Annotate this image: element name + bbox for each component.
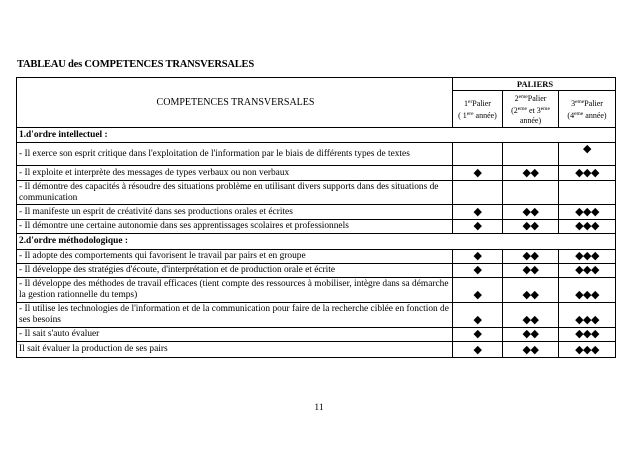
diamond-icon: ◆◆ — [522, 205, 539, 218]
diamond-icon: ◆◆◆ — [575, 249, 599, 262]
diamond-icon: ◆◆◆ — [575, 343, 599, 356]
diamond-icon: ◆◆◆ — [575, 327, 599, 340]
competence-text: - Il développe des méthodes de travail efficaces (tient compte des ressources à mobiliser, intègre dans sa démarche la gestion rationnelle du temps) — [17, 278, 453, 303]
competence-row — [17, 328, 616, 342]
palier-3-cell — [559, 342, 616, 358]
section-title-row — [17, 128, 616, 143]
palier-2-cell — [503, 342, 559, 358]
competence-row — [17, 143, 616, 166]
diamond-icon: ◆◆ — [522, 343, 539, 356]
diamond-icon: ◆◆ — [522, 327, 539, 340]
competence-text: - Il exerce son esprit critique dans l'exploitation de l'information par le biais de différents types de textes — [17, 143, 453, 166]
diamond-icon: ◆◆◆ — [575, 263, 599, 276]
palier-1-cell — [453, 250, 503, 264]
header-palier-2: 2emePalier (2eme et 3eme année) — [503, 91, 559, 128]
competence-text: - Il sait s'auto évaluer — [17, 328, 453, 342]
header-row-paliers — [17, 78, 616, 91]
competence-row — [17, 278, 616, 303]
section-title: 1.d'ordre intellectuel : — [17, 128, 616, 143]
palier-1-cell — [453, 264, 503, 278]
header-palier-1: 1erPalier ( 1ere année) — [453, 91, 503, 128]
diamond-icon: ◆◆◆ — [575, 205, 599, 218]
competence-text: - Il exploite et interprète des messages de types verbaux ou non verbaux — [17, 166, 453, 181]
competence-row — [17, 342, 616, 358]
diamond-icon: ◆ — [473, 288, 482, 301]
page-number: 11 — [314, 403, 324, 413]
palier-3-cell — [559, 303, 616, 328]
palier-3-cell — [559, 143, 616, 166]
palier-2-cell — [503, 220, 559, 234]
diamond-icon: ◆ — [473, 343, 482, 356]
section-intellectuel — [17, 128, 616, 234]
palier-1-cell — [453, 278, 503, 303]
palier-1-cell — [453, 328, 503, 342]
competence-row — [17, 250, 616, 264]
palier-2-cell — [503, 303, 559, 328]
palier-1-cell — [453, 205, 503, 220]
diamond-icon: ◆◆ — [522, 249, 539, 262]
diamond-icon: ◆◆◆ — [575, 219, 599, 232]
diamond-icon: ◆◆◆ — [575, 313, 599, 326]
competence-text: - Il utilise les technologies de l'information et de la communication pour faire de la recherche ciblée en fonction de ses besoins — [17, 303, 453, 328]
diamond-icon: ◆ — [473, 313, 482, 326]
diamond-icon: ◆◆◆ — [575, 288, 599, 301]
palier-2-cell — [503, 143, 559, 166]
palier-1-cell — [453, 220, 503, 234]
palier-3-cell — [559, 205, 616, 220]
competence-text: - Il manifeste un esprit de créativité dans ses productions orales et écrites — [17, 205, 453, 220]
palier-1-cell — [453, 342, 503, 358]
diamond-icon: ◆ — [473, 205, 482, 218]
diamond-icon: ◆ — [473, 263, 482, 276]
diamond-icon: ◆◆ — [522, 263, 539, 276]
diamond-icon: ◆ — [473, 166, 482, 179]
competence-text: - Il démontre des capacités à résoudre des situations problème en utilisant divers supports dans des situations de communication — [17, 181, 453, 205]
competence-row — [17, 181, 616, 205]
palier-3-cell — [559, 220, 616, 234]
palier-1-cell — [453, 143, 503, 166]
palier-2-cell — [503, 181, 559, 205]
competences-table — [16, 77, 616, 358]
diamond-icon: ◆ — [473, 249, 482, 262]
competence-text: - Il démontre une certaine autonomie dans ses apprentissages scolaires et professionnels — [17, 220, 453, 234]
section-title: 2.d'ordre méthodologique : — [17, 234, 616, 250]
diamond-icon: ◆◆ — [522, 166, 539, 179]
diamond-icon: ◆ — [583, 142, 591, 155]
palier-2-cell — [503, 278, 559, 303]
section-title-row — [17, 234, 616, 250]
palier-1-cell — [453, 303, 503, 328]
palier-3-cell — [559, 328, 616, 342]
palier-1-cell — [453, 166, 503, 181]
palier-2-cell — [503, 205, 559, 220]
palier-3-cell — [559, 264, 616, 278]
palier-3-cell — [559, 278, 616, 303]
diamond-icon: ◆◆ — [522, 288, 539, 301]
palier-2-cell — [503, 250, 559, 264]
palier-2-cell — [503, 166, 559, 181]
diamond-icon: ◆◆ — [522, 219, 539, 232]
competence-text: - Il développe des stratégies d'écoute, d'interprétation et de production orale et écrite — [17, 264, 453, 278]
competence-row — [17, 264, 616, 278]
palier-3-cell — [559, 250, 616, 264]
palier-3-cell — [559, 181, 616, 205]
competence-text: - Il adopte des comportements qui favorisent le travail par pairs et en groupe — [17, 250, 453, 264]
competence-row — [17, 220, 616, 234]
competence-text: Il sait évaluer la production de ses pairs — [17, 342, 453, 358]
palier-3-cell — [559, 166, 616, 181]
diamond-icon: ◆◆ — [522, 313, 539, 326]
competence-row — [17, 166, 616, 181]
palier-1-cell — [453, 181, 503, 205]
palier-2-cell — [503, 328, 559, 342]
palier-2-cell — [503, 264, 559, 278]
header-paliers: PALIERS — [453, 78, 616, 91]
diamond-icon: ◆ — [473, 219, 482, 232]
section-methodologique — [17, 234, 616, 358]
header-competences: COMPETENCES TRANSVERSALES — [17, 78, 453, 128]
competence-row — [17, 303, 616, 328]
diamond-icon: ◆◆◆ — [575, 166, 599, 179]
diamond-icon: ◆ — [473, 327, 482, 340]
header-palier-3: 3emePalier (4eme année) — [559, 91, 616, 128]
competence-row — [17, 205, 616, 220]
document-title: TABLEAU des COMPETENCES TRANSVERSALES — [17, 59, 254, 70]
